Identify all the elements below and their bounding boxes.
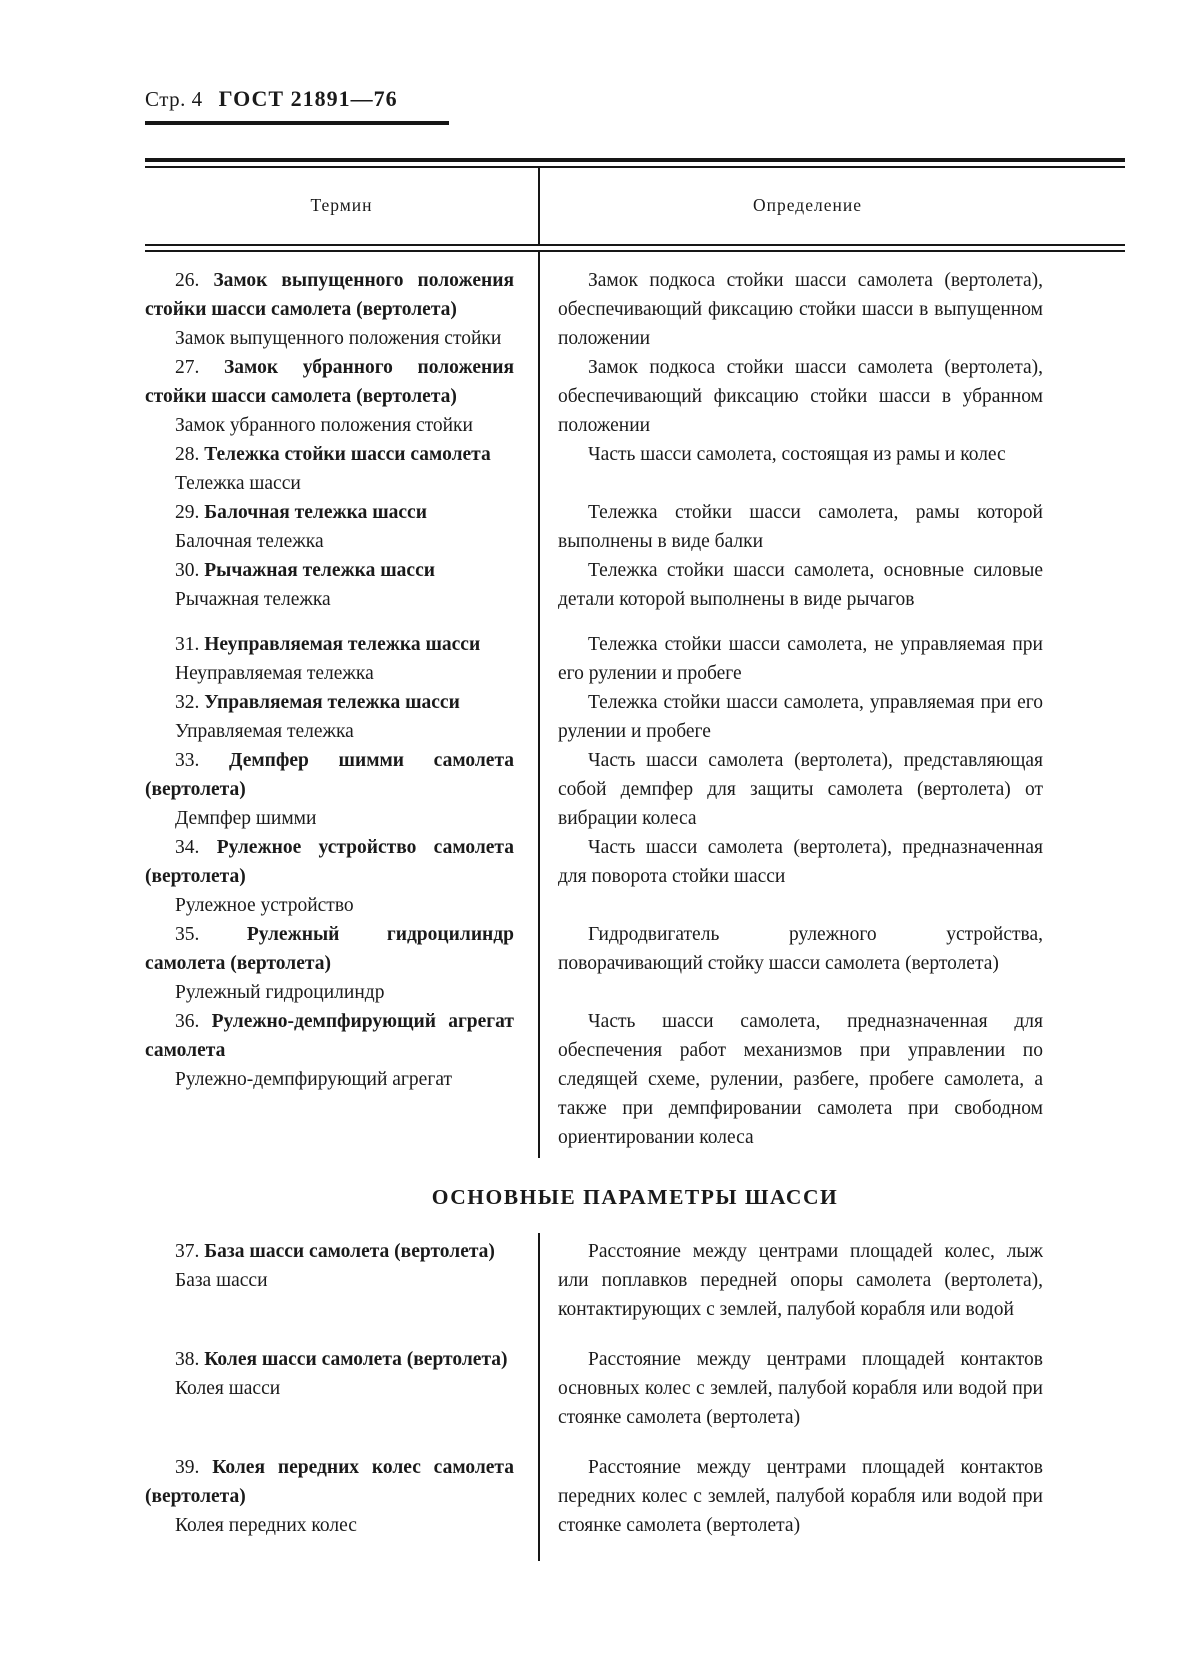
- definition-cell: [540, 498, 1125, 556]
- term-title: Замок выпущенного положения стойки шасси самолета (вертолета): [145, 270, 515, 320]
- definition-text: Часть шасси самолета (вертолета), представляющая собой демпфер для защиты самолета (вертолета) от вибрации колеса: [558, 750, 1043, 829]
- page-content: [145, 84, 1125, 1561]
- term-cell: [145, 833, 540, 920]
- definition-cell: [540, 614, 1125, 688]
- term-number: 32.: [175, 692, 200, 713]
- term-title: Управляемая тележка шасси: [204, 692, 460, 713]
- term-cell: [145, 353, 540, 440]
- definition-cell: [540, 833, 1125, 920]
- definition-text: Расстояние между центрами площадей контактов основных колес с землей, палубой корабля или водой при стоянке самолета (вертолета): [558, 1349, 1043, 1428]
- table-row: [145, 556, 1125, 614]
- table-row: [145, 1007, 1125, 1158]
- table-row: [145, 498, 1125, 556]
- table-row: [145, 440, 1125, 498]
- term-title: Замок убранного положения стойки шасси самолета (вертолета): [145, 357, 514, 407]
- term-heading: [145, 833, 514, 891]
- term-title: Рулежное устройство самолета (вертолета): [145, 837, 514, 887]
- term-number: 28.: [175, 444, 200, 465]
- terms-table-part-2: [145, 1233, 1125, 1561]
- term-number: 33.: [175, 750, 200, 771]
- term-synonym: Рулежный гидроцилиндр: [175, 982, 385, 1003]
- table-header-row: [145, 168, 1125, 244]
- term-title: Колея передних колес самолета (вертолета): [145, 1457, 514, 1507]
- term-title: Балочная тележка шасси: [204, 502, 427, 523]
- term-title: Рычажная тележка шасси: [204, 560, 435, 581]
- term-heading: [145, 353, 514, 411]
- term-cell: [145, 614, 540, 688]
- table-row: [145, 920, 1125, 1007]
- section-title: ОСНОВНЫЕ ПАРАМЕТРЫ ШАССИ: [431, 1185, 839, 1209]
- term-synonym: Рулежное устройство: [175, 895, 354, 916]
- term-title: Неуправляемая тележка шасси: [204, 634, 481, 655]
- term-number: 39.: [175, 1457, 200, 1478]
- term-heading: [145, 920, 514, 978]
- term-cell: [145, 1453, 540, 1561]
- definition-text: Замок подкоса стойки шасси самолета (вертолета), обеспечивающий фиксацию стойки шасси в убранном положении: [558, 357, 1043, 436]
- term-cell: [145, 440, 540, 498]
- page-number-label: Стр. 4: [145, 87, 203, 111]
- table-row: [145, 614, 1125, 688]
- definition-cell: [540, 556, 1125, 614]
- table-row: [145, 833, 1125, 920]
- definition-text: Часть шасси самолета (вертолета), предназначенная для поворота стойки шасси: [558, 837, 1043, 887]
- term-number: 35.: [175, 924, 200, 945]
- definition-cell: [540, 353, 1125, 440]
- term-number: 36.: [175, 1011, 200, 1032]
- term-synonym: Замок выпущенного положения стойки: [175, 328, 502, 349]
- term-synonym: Колея шасси: [175, 1378, 281, 1399]
- page-header: [145, 84, 1125, 114]
- doc-number: ГОСТ 21891—76: [218, 86, 398, 111]
- col-header-term: Термин: [145, 168, 540, 244]
- definition-cell: [540, 920, 1125, 1007]
- term-heading: [145, 440, 514, 469]
- definition-cell: [540, 688, 1125, 746]
- term-synonym: Замок убранного положения стойки: [175, 415, 473, 436]
- term-cell: [145, 252, 540, 353]
- definition-text: Часть шасси самолета, предназначенная для обеспечения работ механизмов при управлении по следящей схеме, рулении, разбеге, пробеге самолета, а также при демпфировании самолета при свободном ориентировании колеса: [558, 1011, 1043, 1148]
- definition-text: Тележка стойки шасси самолета, основные силовые детали которой выполнены в виде рычагов: [558, 560, 1043, 610]
- term-heading: [145, 556, 514, 585]
- definition-cell: [540, 1233, 1125, 1345]
- definition-text: Гидродвигатель рулежного устройства, поворачивающий стойку шасси самолета (вертолета): [558, 924, 1043, 974]
- term-title: Демпфер шимми самолета (вертолета): [145, 750, 515, 800]
- term-heading: [145, 630, 514, 659]
- term-heading: [145, 1453, 514, 1511]
- term-title: База шасси самолета (вертолета): [204, 1241, 495, 1262]
- term-heading: [145, 266, 514, 324]
- term-number: 26.: [175, 270, 200, 291]
- definition-cell: [540, 440, 1125, 498]
- definition-text: Расстояние между центрами площадей колес, лыж или поплавков передней опоры самолета (вертолета), контактирующих с землей, палубой корабля или водой: [558, 1241, 1043, 1320]
- term-heading: [145, 1007, 514, 1065]
- term-synonym: Неуправляемая тележка: [175, 663, 374, 684]
- definition-text: Тележка стойки шасси самолета, не управляемая при его рулении и пробеге: [558, 634, 1043, 684]
- term-cell: [145, 688, 540, 746]
- table-row: [145, 746, 1125, 833]
- table-row: [145, 353, 1125, 440]
- term-cell: [145, 498, 540, 556]
- definition-text: Тележка стойки шасси самолета, управляемая при его рулении и пробеге: [558, 692, 1043, 742]
- term-synonym: База шасси: [175, 1270, 268, 1291]
- term-title: Колея шасси самолета (вертолета): [204, 1349, 508, 1370]
- definition-cell: [540, 252, 1125, 353]
- header-rule: [145, 121, 449, 125]
- table-row: [145, 252, 1125, 353]
- term-cell: [145, 1345, 540, 1453]
- term-synonym: Колея передних колес: [175, 1515, 357, 1536]
- term-number: 30.: [175, 560, 200, 581]
- term-number: 29.: [175, 502, 200, 523]
- table-header-bottom-rule: [145, 244, 1125, 252]
- terms-table-part-1: [145, 252, 1125, 1158]
- definition-cell: [540, 1007, 1125, 1158]
- definition-cell: [540, 746, 1125, 833]
- definition-text: Тележка стойки шасси самолета, рамы которой выполнены в виде балки: [558, 502, 1043, 552]
- term-number: 37.: [175, 1241, 200, 1262]
- term-number: 34.: [175, 837, 200, 858]
- term-heading: [145, 746, 514, 804]
- term-title: Рулежный гидроцилиндр самолета (вертолета): [145, 924, 514, 974]
- definition-text: Замок подкоса стойки шасси самолета (вертолета), обеспечивающий фиксацию стойки шасси в выпущенном положении: [558, 270, 1043, 349]
- term-number: 27.: [175, 357, 200, 378]
- term-cell: [145, 920, 540, 1007]
- table-top-rule: [145, 158, 1125, 168]
- term-synonym: Рулежно-демпфирующий агрегат: [175, 1069, 452, 1090]
- term-title: Тележка стойки шасси самолета: [204, 444, 491, 465]
- term-cell: [145, 1233, 540, 1345]
- definition-cell: [540, 1345, 1125, 1453]
- term-synonym: Балочная тележка: [175, 531, 324, 552]
- term-synonym: Демпфер шимми: [175, 808, 317, 829]
- term-number: 38.: [175, 1349, 200, 1370]
- table-row: [145, 1453, 1125, 1561]
- term-cell: [145, 746, 540, 833]
- term-title: Рулежно-демпфирующий агрегат самолета: [145, 1011, 514, 1061]
- term-synonym: Управляемая тележка: [175, 721, 354, 742]
- table-row: [145, 1345, 1125, 1453]
- col-header-definition: Определение: [753, 195, 862, 215]
- term-heading: [145, 688, 514, 717]
- term-heading: [145, 498, 514, 527]
- table-row: [145, 1233, 1125, 1345]
- term-number: 31.: [175, 634, 200, 655]
- definition-text: Часть шасси самолета, состоящая из рамы и колес: [588, 444, 1006, 465]
- table-row: [145, 688, 1125, 746]
- term-heading: [145, 1237, 514, 1266]
- definition-cell: [540, 1453, 1125, 1561]
- term-heading: [145, 1345, 514, 1374]
- term-synonym: Рычажная тележка: [175, 589, 331, 610]
- definition-text: Расстояние между центрами площадей контактов передних колес с землей, палубой корабля или водой при стоянке самолета (вертолета): [558, 1457, 1043, 1536]
- term-cell: [145, 1007, 540, 1158]
- term-cell: [145, 556, 540, 614]
- term-synonym: Тележка шасси: [175, 473, 301, 494]
